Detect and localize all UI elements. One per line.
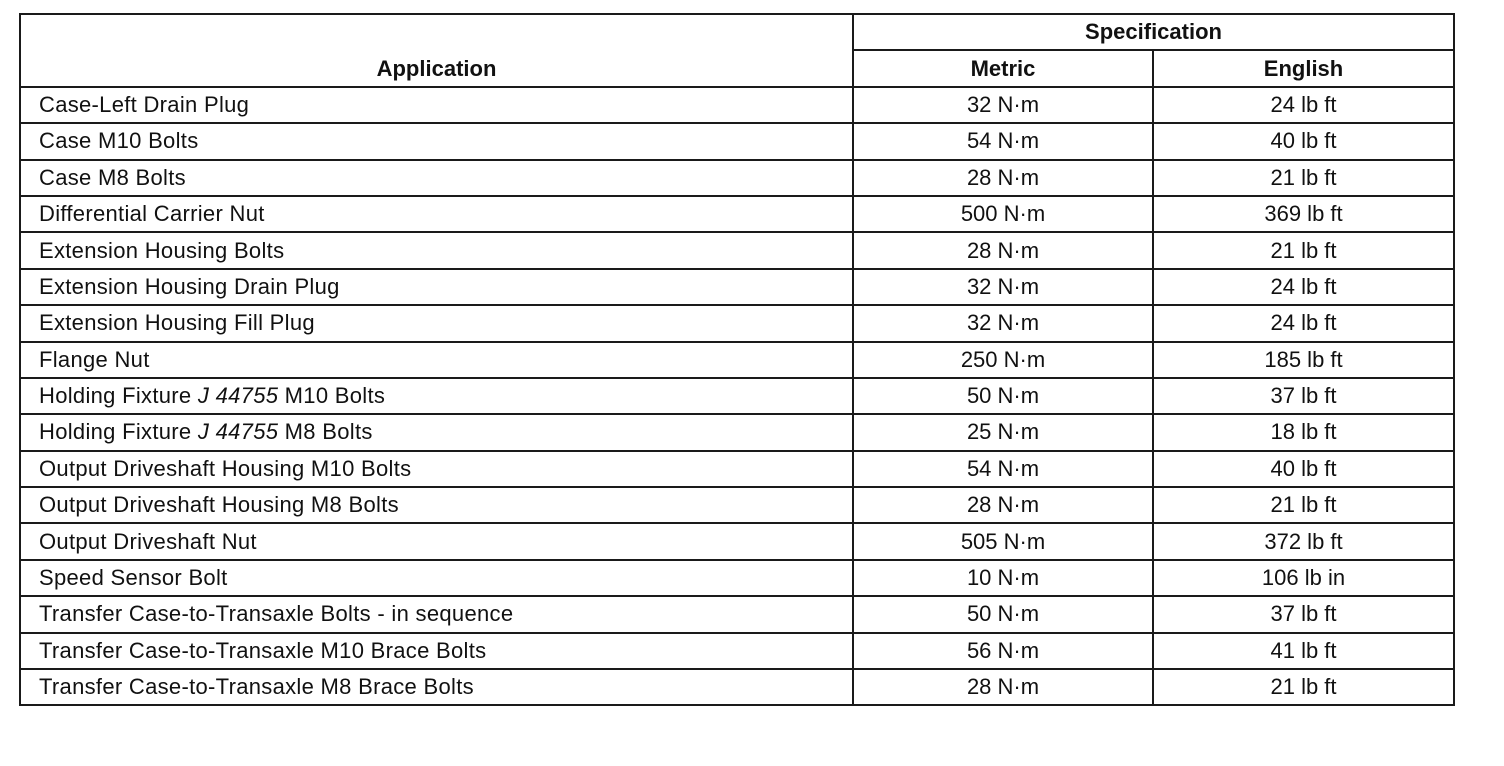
- english-cell: 41 lb ft: [1153, 633, 1454, 669]
- fastener-spec-table: [19, 13, 1455, 706]
- english-cell: 21 lb ft: [1153, 487, 1454, 523]
- application-cell: Case-Left Drain Plug: [20, 87, 853, 123]
- table-row: [20, 87, 1454, 123]
- metric-cell: 50 N·m: [853, 596, 1153, 632]
- application-cell: Flange Nut: [20, 342, 853, 378]
- table-row: [20, 269, 1454, 305]
- metric-cell: 25 N·m: [853, 414, 1153, 450]
- table-row: [20, 596, 1454, 632]
- metric-cell: 56 N·m: [853, 633, 1153, 669]
- application-cell: Case M10 Bolts: [20, 123, 853, 159]
- application-cell: Case M8 Bolts: [20, 160, 853, 196]
- english-cell: 21 lb ft: [1153, 160, 1454, 196]
- application-cell: Differential Carrier Nut: [20, 196, 853, 232]
- table-row: [20, 342, 1454, 378]
- metric-cell: 50 N·m: [853, 378, 1153, 414]
- english-cell: 24 lb ft: [1153, 87, 1454, 123]
- application-cell: Holding Fixture J 44755 M8 Bolts: [20, 414, 853, 450]
- tool-number: J 44755: [197, 419, 279, 445]
- tool-number: J 44755: [197, 383, 279, 409]
- metric-cell: 500 N·m: [853, 196, 1153, 232]
- english-cell: 106 lb in: [1153, 560, 1454, 596]
- english-cell: 18 lb ft: [1153, 414, 1454, 450]
- application-cell: Transfer Case-to-Transaxle M8 Brace Bolts: [20, 669, 853, 705]
- application-cell: Output Driveshaft Nut: [20, 523, 853, 559]
- application-cell: Transfer Case-to-Transaxle Bolts - in sequence: [20, 596, 853, 632]
- table-row: [20, 523, 1454, 559]
- specification-header: Specification: [853, 14, 1454, 50]
- application-cell: Extension Housing Drain Plug: [20, 269, 853, 305]
- metric-cell: 32 N·m: [853, 269, 1153, 305]
- table-row: [20, 669, 1454, 705]
- english-cell: 372 lb ft: [1153, 523, 1454, 559]
- spec-table-body: [20, 87, 1454, 706]
- metric-cell: 32 N·m: [853, 87, 1153, 123]
- metric-cell: 32 N·m: [853, 305, 1153, 341]
- english-cell: 40 lb ft: [1153, 451, 1454, 487]
- metric-cell: 505 N·m: [853, 523, 1153, 559]
- english-cell: 185 lb ft: [1153, 342, 1454, 378]
- english-header: English: [1153, 50, 1454, 86]
- table-row: [20, 232, 1454, 268]
- application-cell: Output Driveshaft Housing M8 Bolts: [20, 487, 853, 523]
- english-cell: 24 lb ft: [1153, 269, 1454, 305]
- application-cell: Extension Housing Bolts: [20, 232, 853, 268]
- table-row: [20, 123, 1454, 159]
- metric-cell: 28 N·m: [853, 232, 1153, 268]
- metric-cell: 54 N·m: [853, 123, 1153, 159]
- metric-cell: 28 N·m: [853, 487, 1153, 523]
- english-cell: 37 lb ft: [1153, 596, 1454, 632]
- application-cell: Transfer Case-to-Transaxle M10 Brace Bolts: [20, 633, 853, 669]
- english-cell: 24 lb ft: [1153, 305, 1454, 341]
- english-cell: 37 lb ft: [1153, 378, 1454, 414]
- metric-header: Metric: [853, 50, 1153, 86]
- english-cell: 40 lb ft: [1153, 123, 1454, 159]
- table-row: [20, 414, 1454, 450]
- application-header: Application: [20, 14, 853, 87]
- application-cell: Speed Sensor Bolt: [20, 560, 853, 596]
- english-cell: 21 lb ft: [1153, 232, 1454, 268]
- metric-cell: 10 N·m: [853, 560, 1153, 596]
- application-cell: Extension Housing Fill Plug: [20, 305, 853, 341]
- table-row: [20, 633, 1454, 669]
- english-cell: 369 lb ft: [1153, 196, 1454, 232]
- table-row: [20, 487, 1454, 523]
- application-cell: Holding Fixture J 44755 M10 Bolts: [20, 378, 853, 414]
- table-row: [20, 560, 1454, 596]
- table-row: [20, 451, 1454, 487]
- english-cell: 21 lb ft: [1153, 669, 1454, 705]
- header-row-top: [20, 14, 1454, 50]
- metric-cell: 28 N·m: [853, 669, 1153, 705]
- table-row: [20, 160, 1454, 196]
- table-row: [20, 196, 1454, 232]
- table-row: [20, 378, 1454, 414]
- metric-cell: 250 N·m: [853, 342, 1153, 378]
- metric-cell: 54 N·m: [853, 451, 1153, 487]
- metric-cell: 28 N·m: [853, 160, 1153, 196]
- table-row: [20, 305, 1454, 341]
- application-cell: Output Driveshaft Housing M10 Bolts: [20, 451, 853, 487]
